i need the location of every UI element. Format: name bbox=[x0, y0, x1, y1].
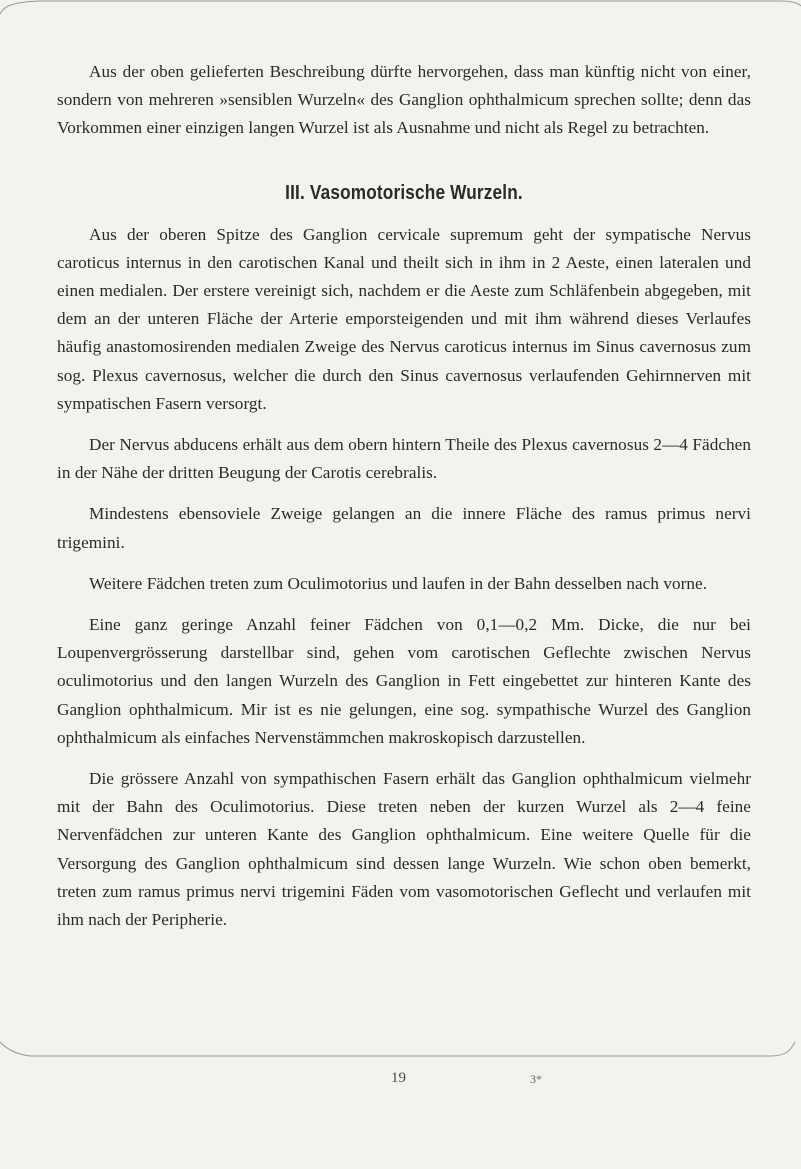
body-paragraph: Weitere Fädchen treten zum Oculimotorius und laufen in der Bahn desselben nach vorne. bbox=[89, 573, 708, 593]
section-heading bbox=[106, 181, 703, 205]
page-body bbox=[57, 58, 751, 934]
body-paragraph: Eine ganz geringe Anzahl feiner Fädchen von 0,1—0,2 Mm. Dicke, die nur bei Loupenvergrösserung darstellbar sind, gehen vom carotischen Geflechte zwischen Nervus oculimotorius und den langen Wurzeln des Ganglion in Fett eingebettet zur hinteren Kante des Ganglion ophthalmicum. Mir ist es nie gelungen, eine sog. sympathische Wurzel des Ganglion ophthalmicum als einfaches Nervenstämmchen makroskopisch darzustellen. bbox=[57, 615, 751, 747]
section-title: Vasomotorische Wurzeln. bbox=[309, 181, 523, 204]
body-paragraph: Mindestens ebensoviele Zweige gelangen an die innere Fläche des ramus primus nervi trigemini. bbox=[57, 504, 751, 552]
body-paragraph: Der Nervus abducens erhält aus dem obern hintern Theile des Plexus cavernosus 2—4 Fädchen in der Nähe der dritten Beugung der Carotis cerebralis. bbox=[57, 435, 751, 483]
intro-paragraph: Aus der oben gelieferten Beschreibung dürfte hervorgehen, dass man künftig nicht von einer, sondern von mehreren »sensiblen Wurzeln« des Ganglion ophthalmicum sprechen sollte; denn das Vorkommen einer einzigen langen Wurzel ist als Ausnahme und nicht als Regel zu betrachten. bbox=[57, 62, 751, 138]
section-number: III. bbox=[285, 181, 305, 204]
body-paragraph: Aus der oberen Spitze des Ganglion cervicale supremum geht der sympatische Nervus caroticus internus in den carotischen Kanal und theilt sich in ihm in 2 Aeste, einen lateralen und einen medialen. Der erstere vereinigt sich, nachdem er die Aeste zum Schläfenbein abgegeben, mit dem an der unteren Fläche der Arterie emporsteigenden und mit ihm während dieses Verlaufes häufig anastomosirenden medialen Zweige des Nervus caroticus internus im Sinus cavernosus zum sog. Plexus cavernosus, welcher die durch den Sinus cavernosus verlaufenden Gehirnnerven mit sympatischen Fasern versorgt. bbox=[57, 224, 751, 413]
page-number: 19 bbox=[391, 1070, 406, 1086]
signature-mark: 3* bbox=[530, 1072, 542, 1086]
scan-frame-top bbox=[0, 0, 801, 14]
body-paragraph: Die grössere Anzahl von sympathischen Fasern erhält das Ganglion ophthalmicum vielmehr mit der Bahn des Oculimotorius. Diese treten neben der kurzen Wurzel als 2—4 feine Nervenfädchen zur unteren Kante des Ganglion ophthalmicum. Eine weitere Quelle für die Versorgung des Ganglion ophthalmicum sind dessen lange Wurzeln. Wie schon oben bemerkt, treten zum ramus primus nervi trigemini Fäden vom vasomotorischen Geflecht und verlaufen mit ihm nach der Peripherie. bbox=[57, 769, 751, 930]
